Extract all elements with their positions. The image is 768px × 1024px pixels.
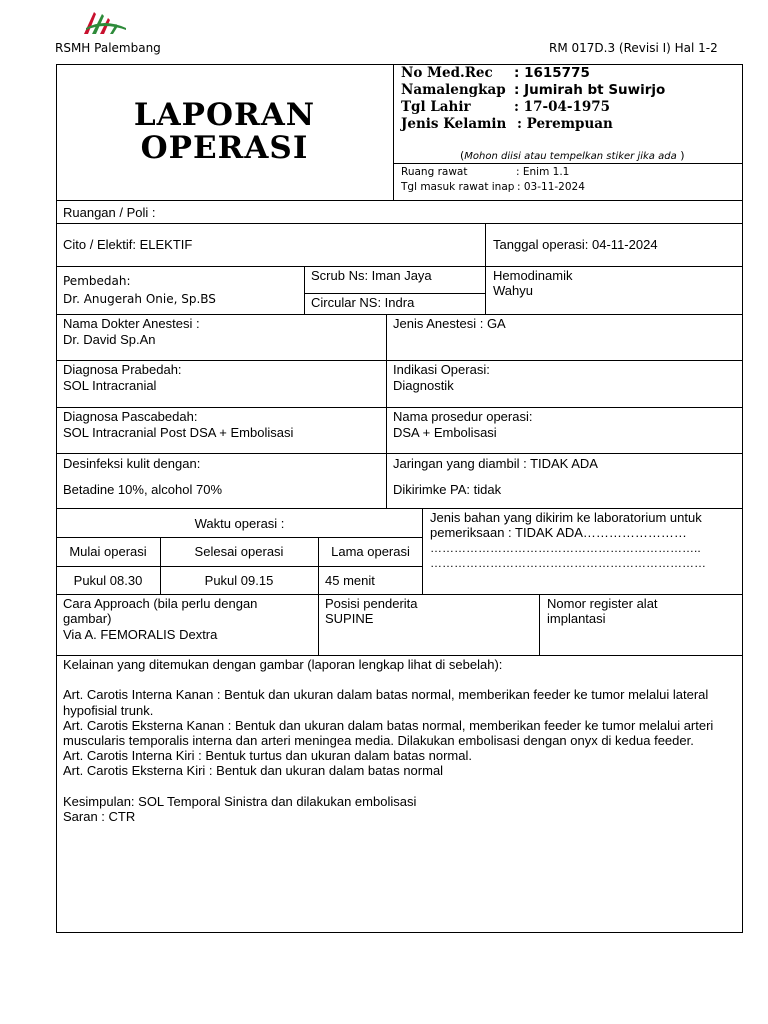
finding-item: Art. Carotis Eksterna Kanan : Bentuk dan ukuran dalam batas normal, memberikan feeder ke tumor melalui arteri muscularis temporalis interna dan arteri meningea media. Dilakukan embolisasi dengan onyx di kedua feeder. [63, 717, 714, 748]
name-label: Namalengkap [401, 82, 506, 98]
med-rec-label: No Med.Rec [401, 65, 493, 81]
indikasi-value: Diagnostik [393, 378, 454, 393]
posisi-label: Posisi penderita [325, 596, 418, 611]
lab-line-4: …………………………………………………………… [430, 556, 706, 570]
anestesi-dokter-value: Dr. David Sp.An [63, 332, 156, 347]
jaringan-diambil: Jaringan yang diambil : TIDAK ADA [393, 456, 598, 471]
circular-nurse: Circular NS: Indra [311, 295, 415, 310]
findings-heading: Kelainan yang ditemukan dengan gambar (laporan lengkap lihat di sebelah): [63, 657, 503, 672]
name-value: : Jumirah bt Suwirjo [514, 82, 666, 98]
waktu-operasi-label: Waktu operasi : [194, 516, 285, 531]
selesai-operasi-value: Pukul 09.15 [204, 573, 274, 588]
posisi-value: SUPINE [325, 611, 374, 626]
register-line-1: Nomor register alat [547, 596, 658, 611]
saran: Saran : CTR [63, 809, 136, 824]
diagnosa-prabedah-label: Diagnosa Prabedah: [63, 362, 182, 377]
report-title-line1: LAPORAN [133, 97, 316, 133]
findings-section [63, 657, 738, 824]
ward-label: Ruang rawat [401, 166, 468, 178]
mulai-operasi-header: Mulai operasi [69, 544, 147, 559]
dikirim-pa: Dikirimke PA: tidak [393, 482, 502, 497]
lama-operasi-value: 45 menit [325, 573, 375, 588]
hemodinamik-label: Hemodinamik [493, 268, 573, 283]
finding-item: Art. Carotis Interna Kiri : Bentuk turtus dan ukuran dalam batas normal. [63, 748, 472, 764]
lab-line-3: ………………………………………………………….. [430, 541, 701, 555]
prosedur-value: DSA + Embolisasi [393, 425, 497, 440]
jenis-anestesi: Jenis Anestesi : GA [393, 316, 506, 331]
mulai-operasi-value: Pukul 08.30 [73, 573, 143, 588]
med-rec-value: : 1615775 [514, 65, 590, 81]
sticker-note: (Mohon diisi atau tempelkan stiker jika ada ) [460, 149, 685, 162]
desinfeksi-value: Betadine 10%, alcohol 70% [63, 482, 223, 497]
desinfeksi-label: Desinfeksi kulit dengan: [63, 456, 201, 471]
ruangan-poli: Ruangan / Poli : [63, 205, 156, 220]
sex-value: : Perempuan [517, 116, 613, 132]
approach-line-2: gambar) [63, 611, 112, 626]
diagnosa-pascabedah-label: Diagnosa Pascabedah: [63, 409, 198, 424]
form-code: RM 017D.3 (Revisi I) Hal 1-2 [549, 41, 718, 55]
anestesi-dokter-label: Nama Dokter Anestesi : [63, 316, 200, 331]
hemodinamik-value: Wahyu [493, 283, 533, 298]
finding-item: Art. Carotis Eksterna Kiri : Bentuk dan ukuran dalam batas normal [63, 763, 444, 779]
lama-operasi-header: Lama operasi [331, 544, 410, 559]
prosedur-label: Nama prosedur operasi: [393, 409, 533, 424]
diagnosa-prabedah-value: SOL Intracranial [63, 378, 157, 393]
admit-value: : 03-11-2024 [517, 181, 585, 193]
selesai-operasi-header: Selesai operasi [194, 544, 284, 559]
approach-line-3: Via A. FEMORALIS Dextra [63, 627, 218, 642]
hospital-logo [80, 8, 128, 38]
dob-value: : 17-04-1975 [514, 99, 611, 115]
approach-line-1: Cara Approach (bila perlu dengan [63, 596, 258, 611]
sex-label: Jenis Kelamin [401, 116, 507, 132]
ward-value: : Enim 1.1 [516, 166, 570, 178]
admit-label: Tgl masuk rawat inap [401, 181, 515, 193]
hospital-name: RSMH Palembang [55, 41, 161, 55]
finding-item: Art. Carotis Interna Kanan : Bentuk dan ukuran dalam batas normal, memberikan feeder ke tumor melalui lateral hypofisial trunk. [63, 687, 709, 718]
pembedah-value: Dr. Anugerah Onie, Sp.BS [63, 292, 216, 306]
tanggal-operasi: Tanggal operasi: 04-11-2024 [493, 237, 658, 252]
register-line-2: implantasi [547, 611, 606, 626]
dob-label: Tgl Lahir [401, 99, 471, 115]
cito-elektif: Cito / Elektif: ELEKTIF [63, 237, 193, 252]
lab-line-2: pemeriksaan : TIDAK ADA…………………… [430, 525, 687, 540]
indikasi-label: Indikasi Operasi: [393, 362, 490, 377]
kesimpulan: Kesimpulan: SOL Temporal Sinistra dan dilakukan embolisasi [63, 793, 417, 809]
lab-line-1: Jenis bahan yang dikirim ke laboratorium untuk [430, 510, 702, 525]
scrub-nurse: Scrub Ns: Iman Jaya [311, 268, 432, 283]
diagnosa-pascabedah-value: SOL Intracranial Post DSA + Embolisasi [63, 425, 294, 440]
report-title-line2: OPERASI [140, 130, 309, 166]
pembedah-label: Pembedah: [63, 274, 131, 288]
